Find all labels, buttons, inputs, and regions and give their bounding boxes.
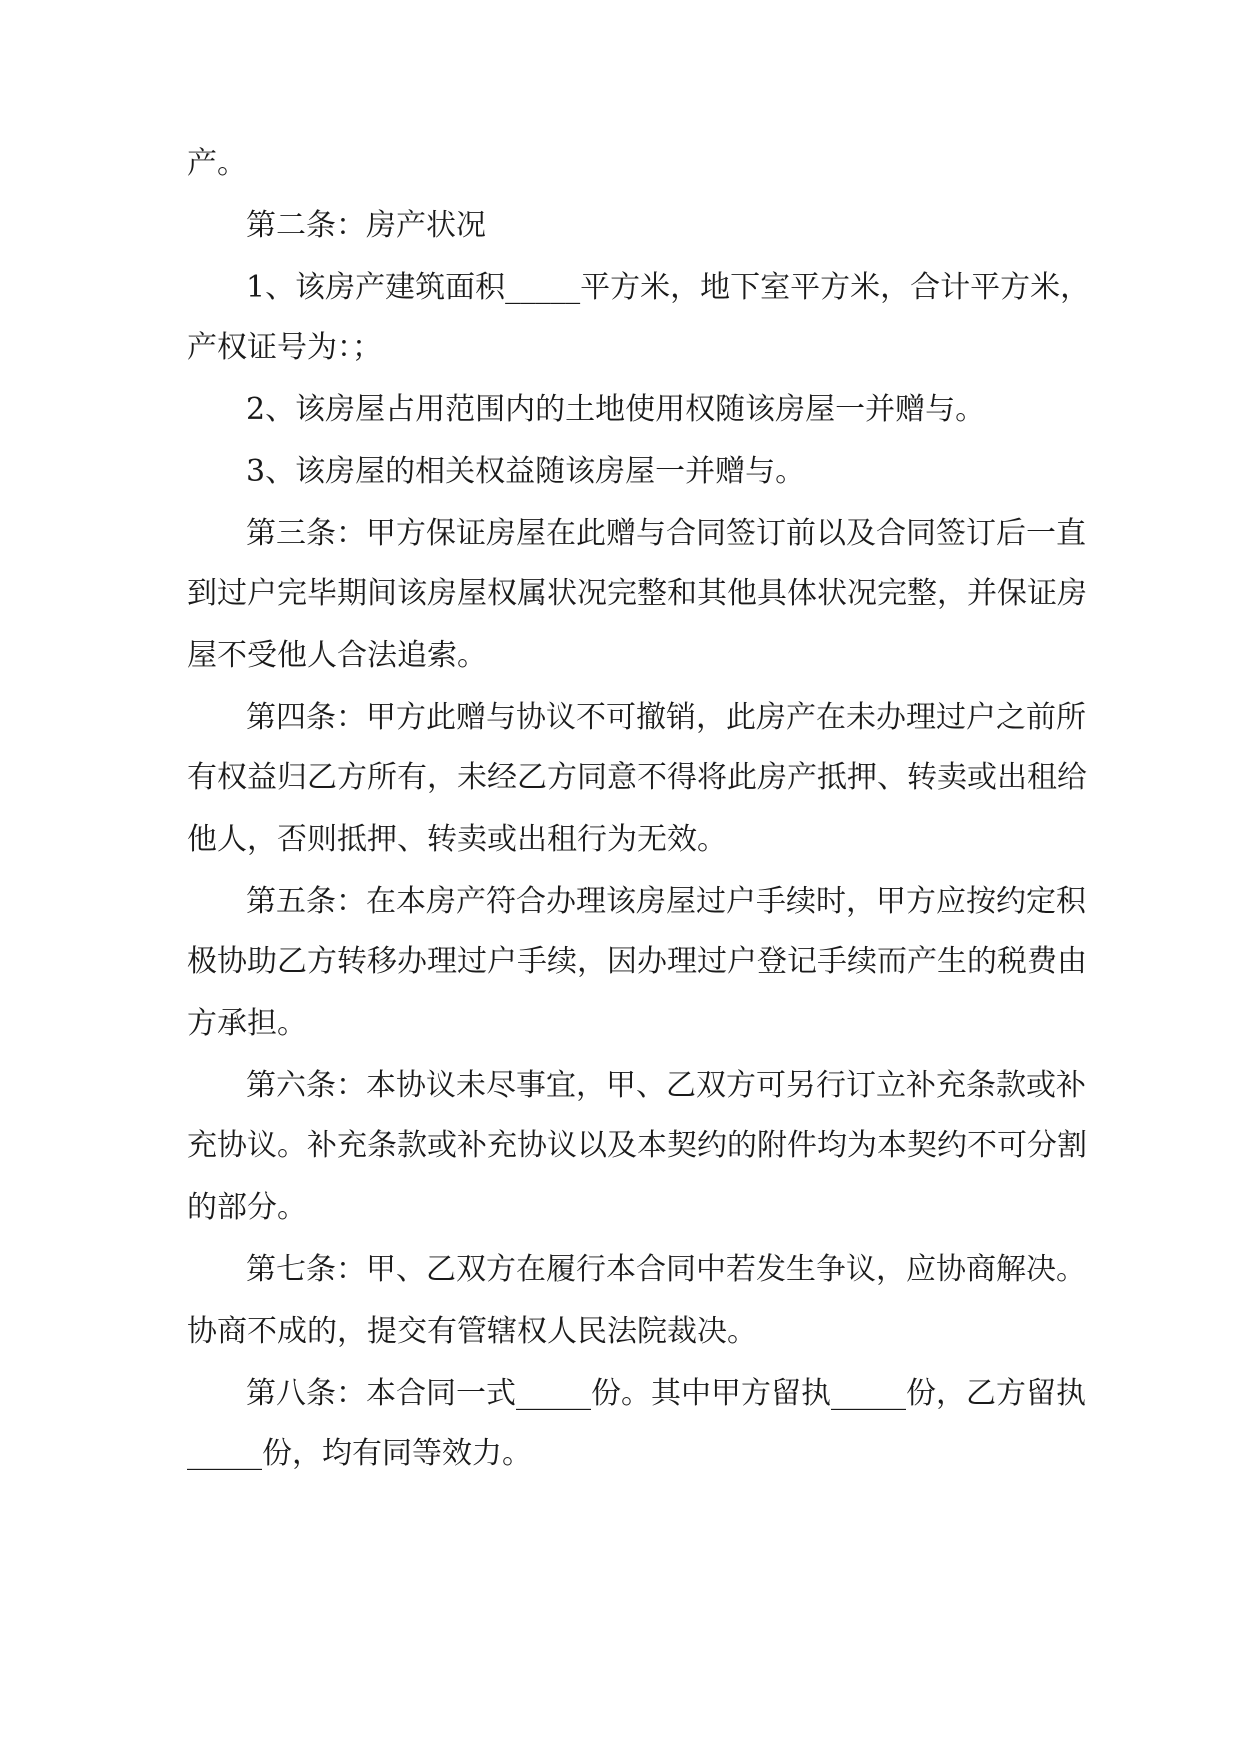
text-line: 第四条：甲方此赠与协议不可撤销，此房产在未办理过户之前所 — [246, 700, 1086, 735]
text-line: 2、该房屋占用范围内的土地使用权随该房屋一并赠与。 — [246, 392, 986, 427]
text-line: 第五条：在本房产符合办理该房屋过户手续时，甲方应按约定积 — [246, 884, 1086, 919]
text-line: 的部分。 — [187, 1190, 307, 1225]
text-line: 极协助乙方转移办理过户手续，因办理过户登记手续而产生的税费由 — [187, 944, 1087, 979]
text-line: 充协议。补充条款或补充协议以及本契约的附件均为本契约不可分割 — [187, 1128, 1087, 1163]
text-line: 第六条：本协议未尽事宜，甲、乙双方可另行订立补充条款或补 — [246, 1068, 1086, 1103]
text-line: 产权证号为：； — [187, 330, 382, 365]
text-line: 协商不成的，提交有管辖权人民法院裁决。 — [187, 1314, 757, 1349]
text-line: 产。 — [187, 146, 247, 181]
section-heading: 第二条：房产状况 — [246, 208, 486, 243]
text-line: 第八条：本合同一式_____份。其中甲方留执_____份，乙方留执 — [246, 1376, 1086, 1411]
text-line: 方承担。 — [187, 1006, 307, 1041]
text-line: 他人，否则抵押、转卖或出租行为无效。 — [187, 822, 727, 857]
text-line: 3、该房屋的相关权益随该房屋一并赠与。 — [246, 454, 806, 489]
text-line: 1、该房产建筑面积_____平方米，地下室平方米，合计平方米， — [246, 270, 1091, 305]
text-line: 有权益归乙方所有，未经乙方同意不得将此房产抵押、转卖或出租给 — [187, 760, 1087, 795]
text-line: 第三条：甲方保证房屋在此赠与合同签订前以及合同签订后一直 — [246, 516, 1086, 551]
text-line: 到过户完毕期间该房屋权属状况完整和其他具体状况完整，并保证房 — [187, 576, 1087, 611]
text-line: 屋不受他人合法追索。 — [187, 638, 487, 673]
text-line: 第七条：甲、乙双方在履行本合同中若发生争议，应协商解决。 — [246, 1252, 1086, 1287]
text-line: _____份，均有同等效力。 — [187, 1436, 532, 1471]
